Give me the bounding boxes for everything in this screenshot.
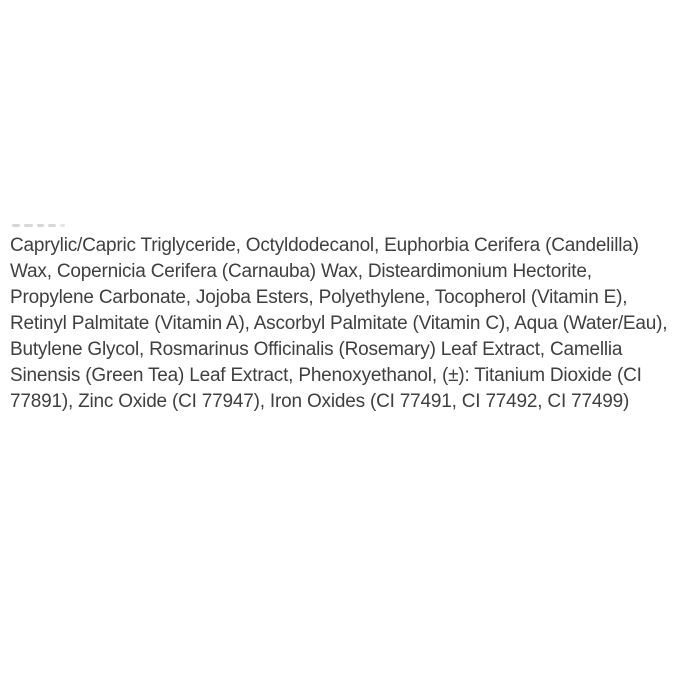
faded-dash [37, 224, 44, 227]
ingredients-line: Butylene Glycol, Rosmarinus Officinalis (Rosemary) Leaf Extract, Camellia [10, 339, 623, 360]
ingredients-line: Caprylic/Capric Triglyceride, Octyldodecanol, Euphorbia Cerifera (Candelilla) [10, 235, 639, 256]
faded-dash [48, 224, 56, 227]
ingredients-list [10, 233, 676, 415]
ingredients-line: 77891), Zinc Oxide (CI 77947), Iron Oxides (CI 77491, CI 77492, CI 77499) [10, 391, 630, 412]
faded-dash [60, 224, 65, 227]
faded-dash [24, 224, 33, 227]
ingredients-line: Propylene Carbonate, Jojoba Esters, Polyethylene, Tocopherol (Vitamin E), [10, 287, 628, 308]
ingredients-line: Sinensis (Green Tea) Leaf Extract, Phenoxyethanol, (±): Titanium Dioxide (CI [10, 365, 642, 386]
faded-dash [12, 224, 20, 227]
cropped-text-artifact [12, 224, 65, 227]
ingredients-line: Retinyl Palmitate (Vitamin A), Ascorbyl Palmitate (Vitamin C), Aqua (Water/Eau), [10, 313, 668, 334]
ingredients-line: Wax, Copernicia Cerifera (Carnauba) Wax, Disteardimonium Hectorite, [10, 261, 592, 282]
